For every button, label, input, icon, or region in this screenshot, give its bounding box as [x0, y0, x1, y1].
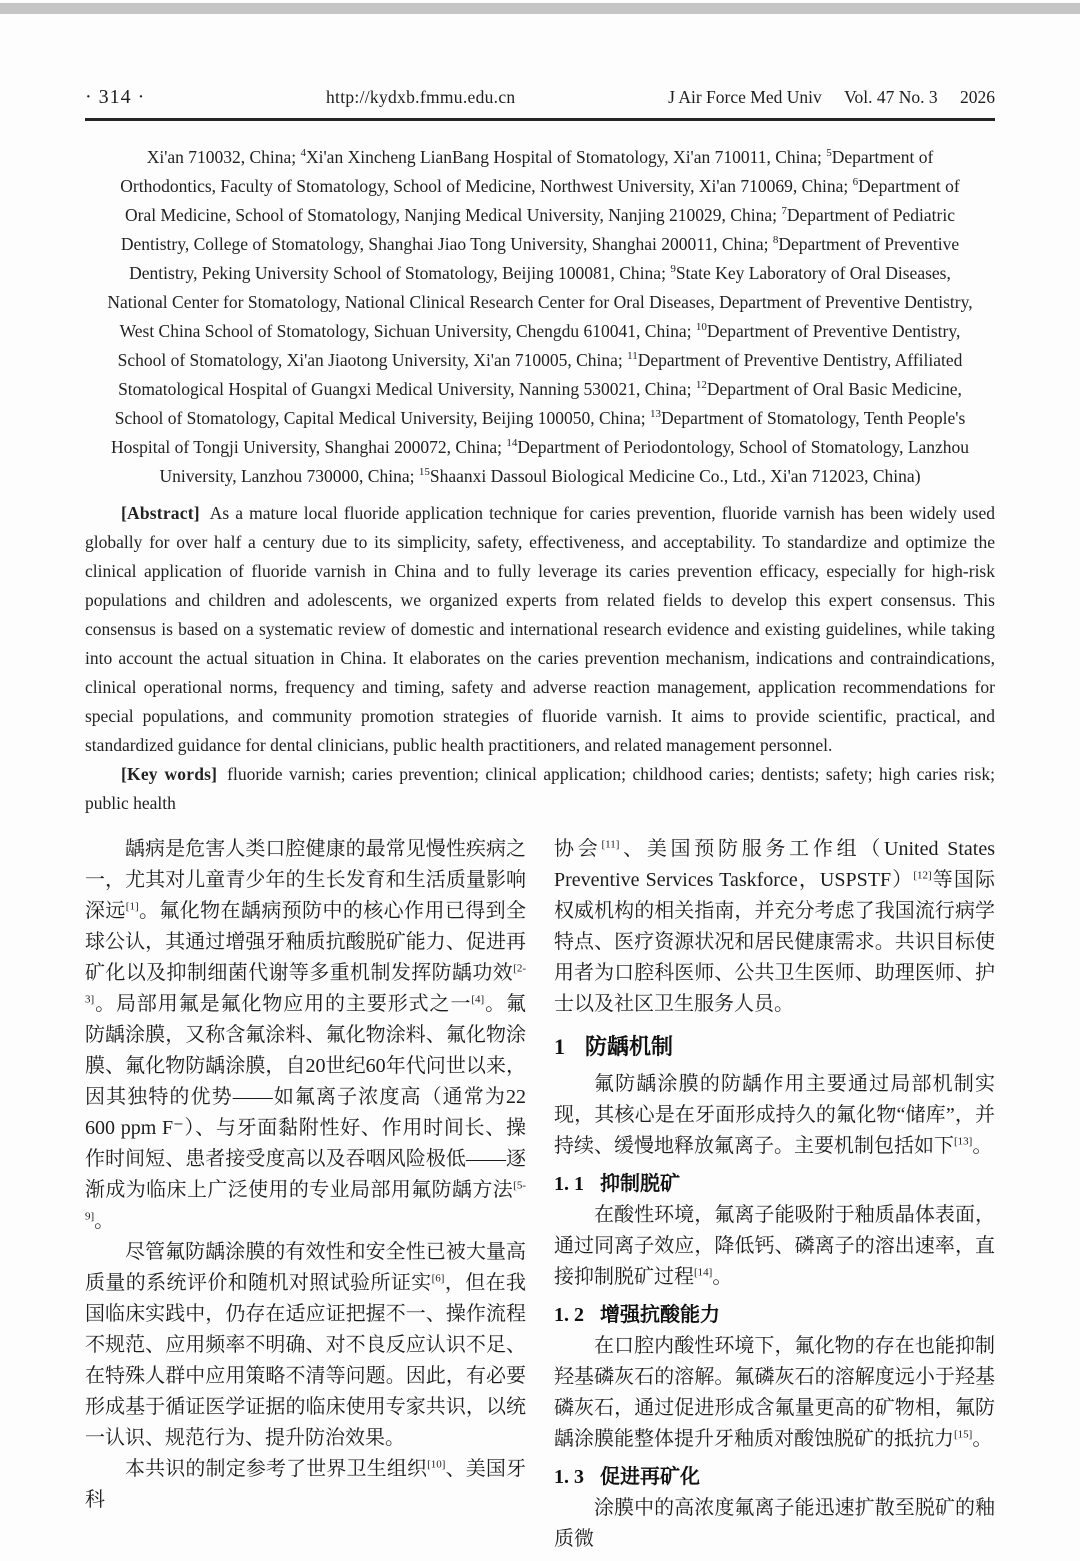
right-column [554, 834, 995, 1555]
subsection-heading-1-3 [554, 1460, 995, 1489]
affiliation-line: School of Stomatology, Capital Medical University, Beijing 100050, China; $^{13}$Department of Stomatology, Tenth People's [114, 408, 966, 428]
affiliation-line: School of Stomatology, Xi'an Jiaotong University, Xi'an 710005, China; $^{11}$Department of Preventive Dentistry, Affiliated [117, 350, 963, 370]
journal-title: J Air Force Med Univ [668, 87, 822, 107]
top-gray-bar [0, 3, 1080, 14]
affiliation-line: Orthodontics, Faculty of Stomatology, School of Medicine, Northwest University, Xi'an 710069, China; $^6$Department of [120, 176, 960, 196]
subsection-number: 1. 2 [554, 1304, 584, 1326]
subsection-number: 1. 1 [554, 1173, 584, 1195]
keywords-label: [Key words] [121, 764, 218, 784]
affiliation-line: National Center for Stomatology, National Clinical Research Center for Oral Diseases, Department of Preventive Dentistry, [107, 292, 973, 312]
header-rule [85, 118, 995, 121]
affiliations-block [85, 143, 995, 491]
affiliation-line: University, Lanzhou 730000, China; $^{15}$Shaanxi Dassoul Biological Medicine Co., Ltd., Xi'an 712023, China) [159, 466, 921, 486]
body-paragraph: 尽管氟防龋涂膜的有效性和安全性已被大量高质量的系统评价和随机对照试验所证实[6]，但在我国临床实践中，仍存在适应证把握不一、操作流程不规范、应用频率不明确、对不良反应认识不足、在特殊人群中应用策略不清等问题。因此，有必要形成基于循证医学证据的临床使用专家共识，以统一认识、规范行为、提升防治效果。 [85, 1241, 527, 1449]
subsection-title: 抑制脱矿 [600, 1173, 680, 1195]
journal-url: http://kydxb.fmmu.edu.cn [325, 87, 516, 107]
abstract-paragraph [85, 499, 995, 760]
subsection-number: 1. 3 [554, 1466, 584, 1488]
affiliation-line: Xi'an 710032, China; $^4$Xi'an Xincheng LianBang Hospital of Stomatology, Xi'an 710011, China; $^5$Department of [146, 147, 934, 167]
journal-year: 2026 [960, 87, 995, 107]
page-header [85, 86, 995, 109]
section-heading-1 [554, 1030, 995, 1061]
body-paragraph: 氟防龋涂膜的防龋作用主要通过局部机制实现，其核心是在牙面形成持久的氟化物“储库”，并持续、缓慢地释放氟离子。主要机制包括如下[13]。 [554, 1073, 995, 1157]
journal-page [0, 86, 1080, 1555]
body-paragraph: 在口腔内酸性环境下，氟化物的存在也能抑制羟基磷灰石的溶解。氟磷灰石的溶解度远小于羟基磷灰石，通过促进形成含氟量更高的矿物相，氟防龋涂膜能整体提升牙釉质对酸蚀脱矿的抵抗力[15]。 [554, 1335, 995, 1450]
journal-issue: Vol. 47 No. 3 [844, 87, 938, 107]
affiliation-line: West China School of Stomatology, Sichuan University, Chengdu 610041, China; $^{10}$Department of Preventive Dentistry, [119, 321, 961, 341]
section-title: 防龋机制 [585, 1034, 674, 1059]
abstract-label: [Abstract] [121, 503, 200, 523]
section-number: 1 [554, 1034, 565, 1059]
left-column [85, 834, 526, 1555]
affiliation-line: Dentistry, College of Stomatology, Shanghai Jiao Tong University, Shanghai 200011, China; $^8$Department of Preventive [120, 234, 960, 254]
affiliation-line: Hospital of Tongji University, Shanghai 200072, China; $^{14}$Department of Periodontology, School of Stomatology, Lanzhou [110, 437, 970, 457]
keywords-text: fluoride varnish; caries prevention; clinical application; childhood caries; dentists; safety; high caries risk; public health [85, 764, 995, 813]
subsection-title: 促进再矿化 [600, 1466, 700, 1488]
affiliation-line: Stomatological Hospital of Guangxi Medical University, Nanning 530021, China; $^{12}$Department of Oral Basic Medicine, [118, 379, 962, 399]
subsection-title: 增强抗酸能力 [600, 1304, 720, 1326]
body-paragraph: 本共识的制定参考了世界卫生组织[10]、美国牙科 [85, 1458, 526, 1511]
journal-citation [668, 87, 995, 108]
abstract-text: As a mature local fluoride application technique for caries prevention, fluoride varnish has been widely used globally for over half a century due to its simplicity, safety, effectiveness, and acceptability. To standardize and optimize the clinical application of fluoride varnish in China and to fully leverage its caries prevention efficacy, especially for high-risk populations and children and adolescents, we organized experts from related fields to develop this expert consensus. This consensus is based on a systematic review of domestic and international research evidence and existing guidelines, while taking into account the actual situation in China. It elaborates on the caries prevention mechanism, indications and contraindications, clinical operational norms, frequency and timing, safety and adverse reaction management, application recommendations for special populations, and community promotion strategies of fluoride varnish. It aims to provide scientific, practical, and standardized guidance for dental clinicians, public health practitioners, and related management personnel. [85, 503, 995, 755]
subsection-heading-1-2 [554, 1298, 995, 1327]
subsection-heading-1-1 [554, 1167, 995, 1196]
keywords-paragraph [85, 760, 995, 818]
page-number: · 314 · [85, 86, 146, 108]
affiliation-line: Dentistry, Peking University School of Stomatology, Beijing 100081, China; $^9$State Key Laboratory of Oral Diseases, [129, 263, 951, 283]
body-paragraph: 龋病是危害人类口腔健康的最常见慢性疾病之一，尤其对儿童青少年的生长发育和生活质量影响深远[1]。氟化物在龋病预防中的核心作用已得到全球公认，其通过增强牙釉质抗酸脱矿能力、促进再矿化以及抑制细菌代谢等多重机制发挥防龋功效[2-3]。局部用氟是氟化物应用的主要形式之一[4]。氟防龋涂膜，又称含氟涂料、氟化物涂料、氟化物涂膜、氟化物防龋涂膜，自20世纪60年代问世以来，因其独特的优势——如氟离子浓度高（通常为22 600 ppm F⁻）、与牙面黏附性好、作用时间长、操作时间短、患者接受度高以及吞咽风险极低——逐渐成为临床上广泛使用的专业局部用氟防龋方法[5-9]。 [85, 838, 527, 1232]
affiliation-line: Oral Medicine, School of Stomatology, Nanjing Medical University, Nanjing 210029, China; $^7$Department of Pediatric [125, 205, 955, 225]
body-paragraph: 涂膜中的高浓度氟离子能迅速扩散至脱矿的釉质微 [554, 1497, 995, 1550]
body-paragraph: 在酸性环境，氟离子能吸附于釉质晶体表面，通过同离子效应，降低钙、磷离子的溶出速率，直接抑制脱矿过程[14]。 [554, 1204, 995, 1288]
body-paragraph: 协会[11]、美国预防服务工作组（United States Preventive Services Taskforce，USPSTF）[12]等国际权威机构的相关指南，并充分考虑了我国流行病学特点、医疗资源状况和居民健康需求。共识目标使用者为口腔科医师、公共卫生医师、助理医师、护士以及社区卫生服务人员。 [554, 838, 995, 1015]
two-column-body [85, 834, 995, 1555]
